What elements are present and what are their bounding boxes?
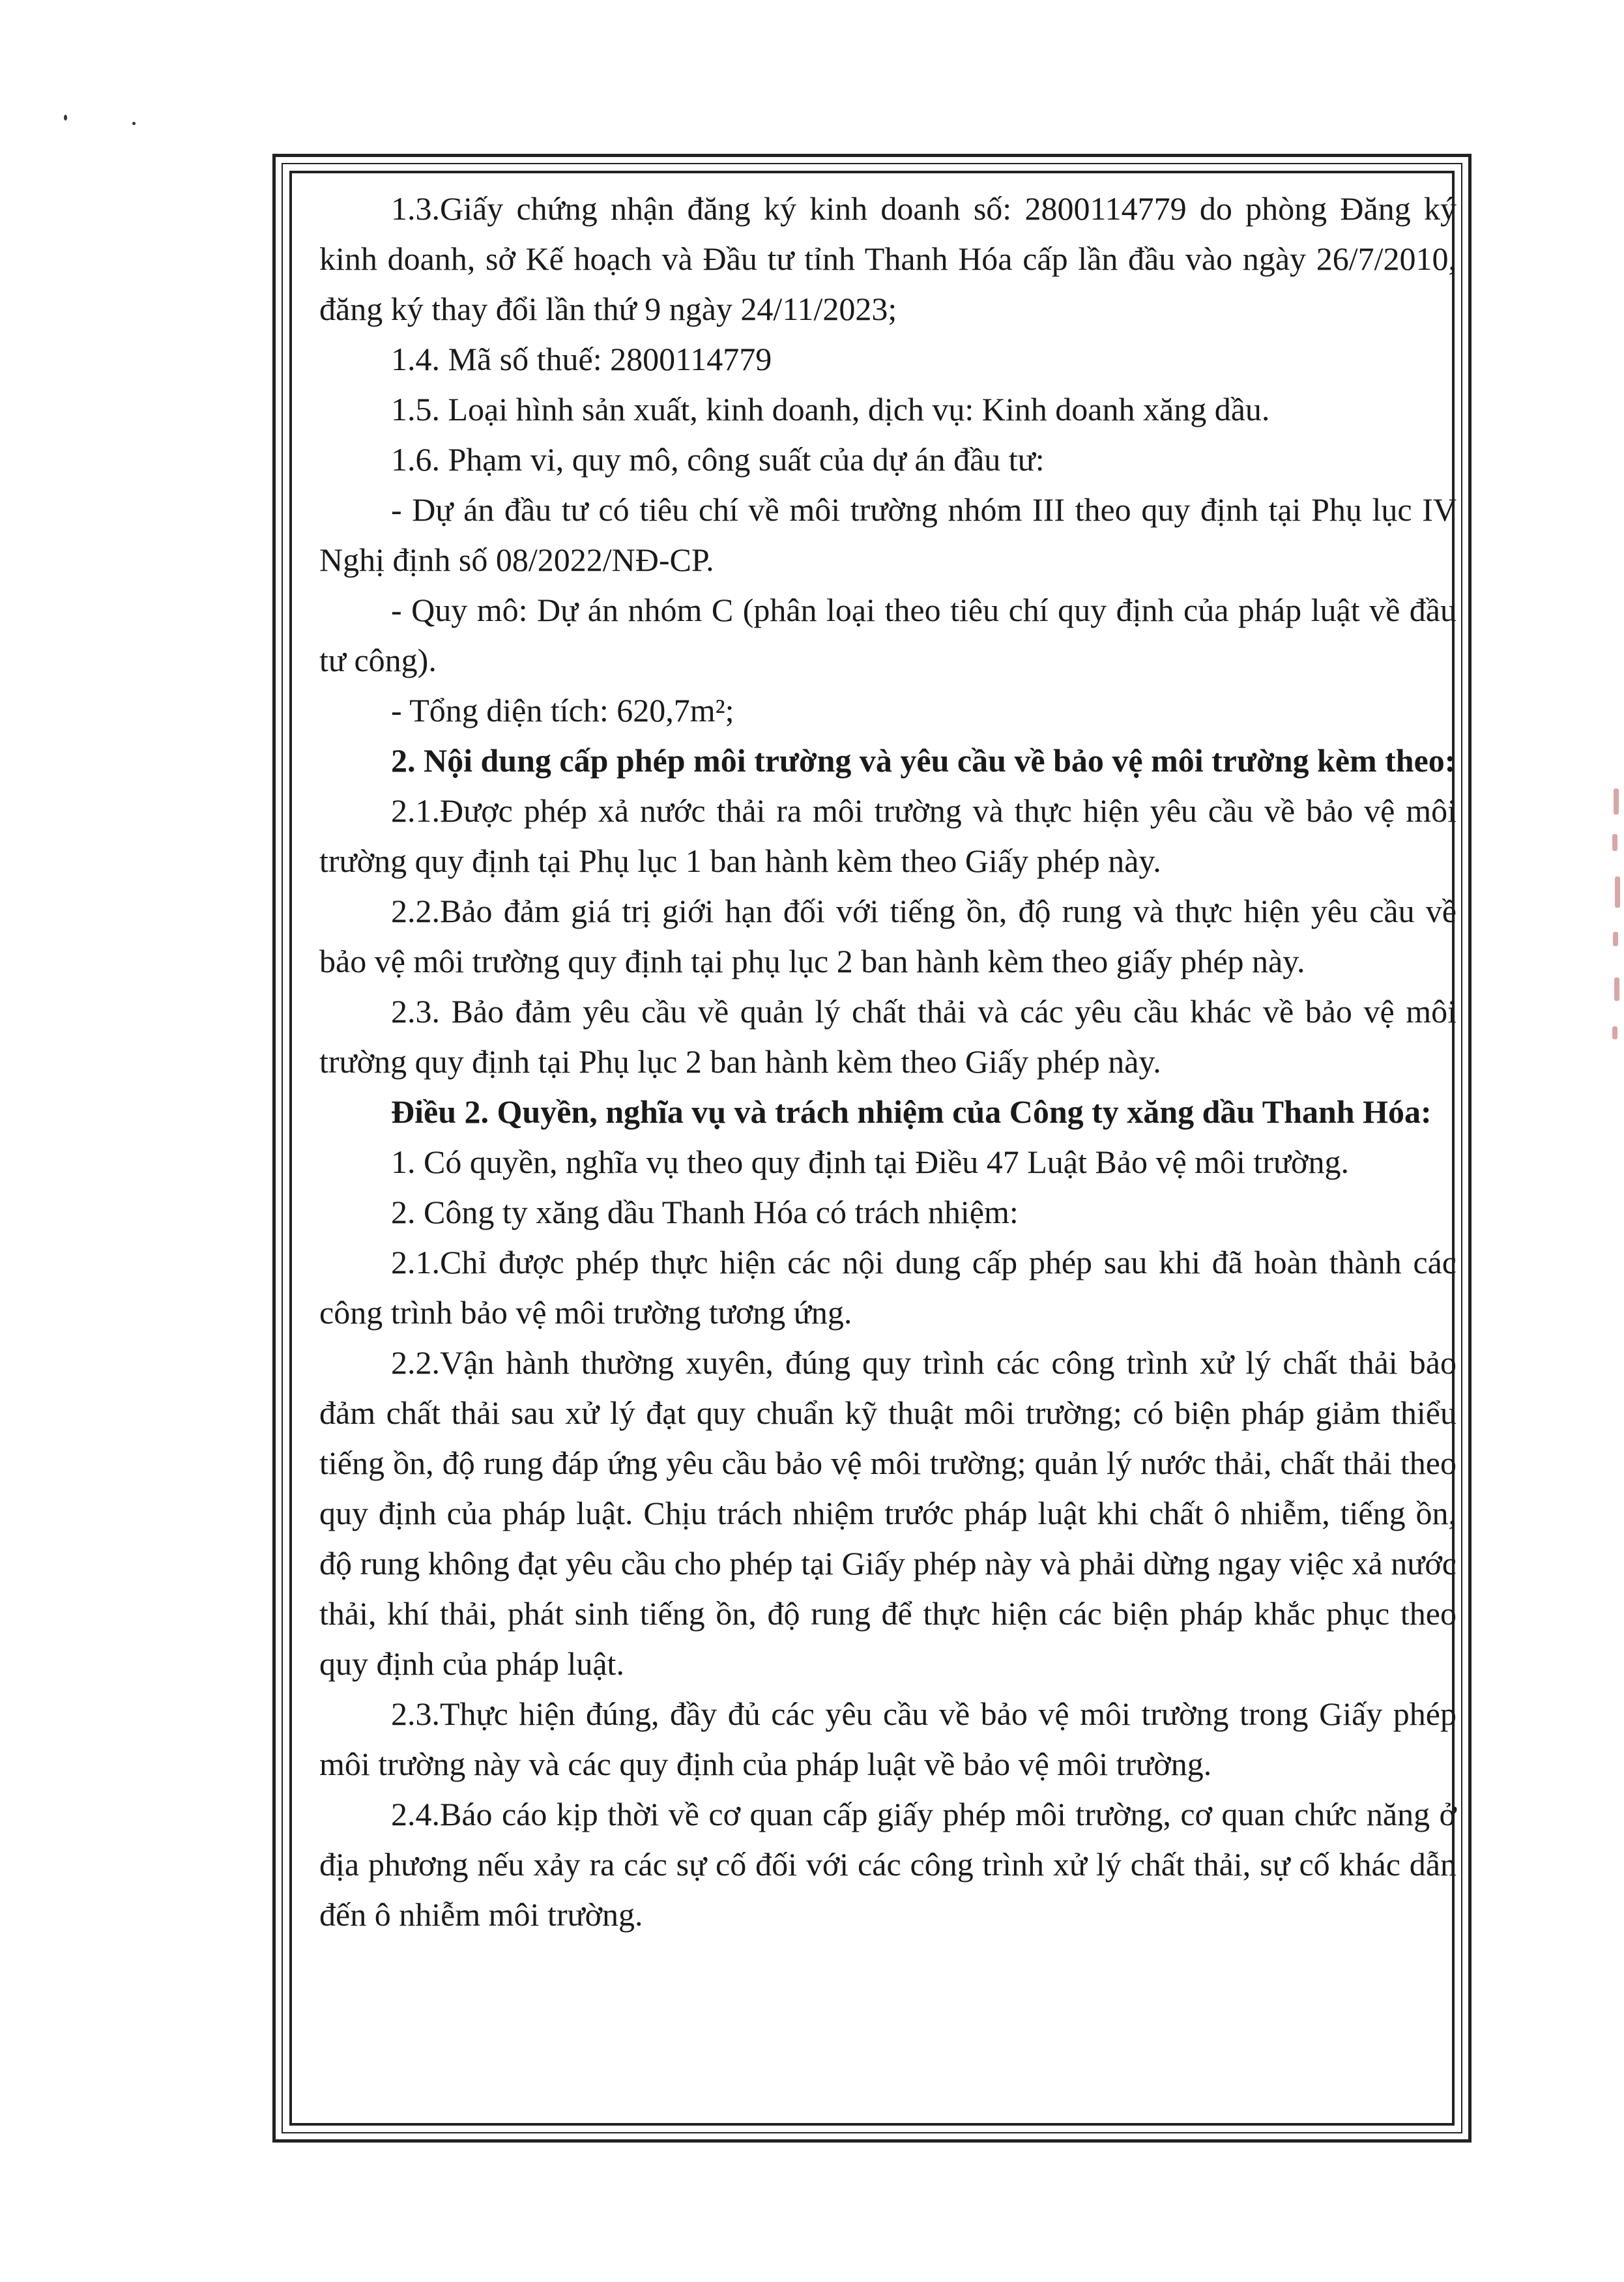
paragraph-p-d2-1: 1. Có quyền, nghĩa vụ theo quy định tại Điều 47 Luật Bảo vệ môi trường. <box>391 1144 1349 1180</box>
document-body <box>319 184 1457 1940</box>
paragraph-p-1-6-b: - Quy mô: Dự án nhóm C (phân loại theo tiêu chí quy định của pháp luật về đầu tư công). <box>319 592 1457 678</box>
paragraph-p-2: 2. Nội dung cấp phép môi trường và yêu cầu về bảo vệ môi trường kèm theo: <box>391 742 1456 779</box>
stamp-edge-mark <box>1614 977 1619 1001</box>
paragraph-p-1-6-a: - Dự án đầu tư có tiêu chí về môi trường nhóm III theo quy định tại Phụ lục IV Nghị định số 08/2022/NĐ-CP. <box>319 491 1457 578</box>
stamp-edge-mark <box>1613 932 1618 946</box>
paragraph-p-1-4: 1.4. Mã số thuế: 2800114779 <box>391 341 772 377</box>
paragraph-p-1-6-c: - Tổng diện tích: 620,7m²; <box>391 692 734 729</box>
paragraph-p-d2-2-4: 2.4.Báo cáo kịp thời về cơ quan cấp giấy phép môi trường, cơ quan chức năng ở địa phương nếu xảy ra các sự cố đối với các công trình xử lý chất thải, sự cố khác dẫn đến ô nhiễm môi trường. <box>319 1796 1457 1933</box>
paragraph-p-2-3: 2.3. Bảo đảm yêu cầu về quản lý chất thải và các yêu cầu khác về bảo vệ môi trường quy định tại Phụ lục 2 ban hành kèm theo Giấy phép này. <box>319 993 1457 1080</box>
paragraph-p-d2-2-2: 2.2.Vận hành thường xuyên, đúng quy trình các công trình xử lý chất thải bảo đảm chất thải sau xử lý đạt quy chuẩn kỹ thuật môi trường; có biện pháp giảm thiểu tiếng ồn, độ rung đáp ứng yêu cầu bảo vệ môi trường; quản lý nước thải, chất thải theo quy định của pháp luật. Chịu trách nhiệm trước pháp luật khi chất ô nhiễm, tiếng ồn, độ rung không đạt yêu cầu cho phép tại Giấy phép này và phải dừng ngay việc xả nước thải, khí thải, phát sinh tiếng ồn, độ rung để thực hiện các biện pháp khắc phục theo quy định của pháp luật. <box>319 1344 1457 1682</box>
scan-speck <box>64 115 67 121</box>
paragraph-p-1-5: 1.5. Loại hình sản xuất, kinh doanh, dịch vụ: Kinh doanh xăng dầu. <box>391 391 1270 427</box>
paragraph-p-2-2: 2.2.Bảo đảm giá trị giới hạn đối với tiếng ồn, độ rung và thực hiện yêu cầu về bảo vệ môi trường quy định tại phụ lục 2 ban hành kèm theo giấy phép này. <box>319 893 1457 979</box>
scan-speck <box>132 122 136 125</box>
stamp-edge-mark <box>1614 788 1619 815</box>
paragraph-p-2-1: 2.1.Được phép xả nước thải ra môi trường và thực hiện yêu cầu về bảo vệ môi trường quy định tại Phụ lục 1 ban hành kèm theo Giấy phép này. <box>319 792 1457 879</box>
paragraph-p-1-3: 1.3.Giấy chứng nhận đăng ký kinh doanh số: 2800114779 do phòng Đăng ký kinh doanh, sở Kế hoạch và Đầu tư tỉnh Thanh Hóa cấp lần đầu vào ngày 26/7/2010, đăng ký thay đổi lần thứ 9 ngày 24/11/2023; <box>319 190 1457 327</box>
paragraph-p-dieu-2: Điều 2. Quyền, nghĩa vụ và trách nhiệm của Công ty xăng dầu Thanh Hóa: <box>391 1093 1432 1130</box>
paragraph-p-d2-2-3: 2.3.Thực hiện đúng, đầy đủ các yêu cầu về bảo vệ môi trường trong Giấy phép môi trường này và các quy định của pháp luật về bảo vệ môi trường. <box>319 1696 1457 1782</box>
paragraph-p-d2-2: 2. Công ty xăng dầu Thanh Hóa có trách nhiệm: <box>391 1194 1019 1230</box>
stamp-edge-mark <box>1615 876 1620 908</box>
paragraph-p-1-6: 1.6. Phạm vi, quy mô, công suất của dự án đầu tư: <box>391 441 1045 478</box>
paragraph-p-d2-2-1: 2.1.Chỉ được phép thực hiện các nội dung cấp phép sau khi đã hoàn thành các công trình bảo vệ môi trường tương ứng. <box>319 1244 1457 1331</box>
stamp-edge-mark <box>1612 1026 1617 1039</box>
stamp-edge-mark <box>1612 834 1617 851</box>
